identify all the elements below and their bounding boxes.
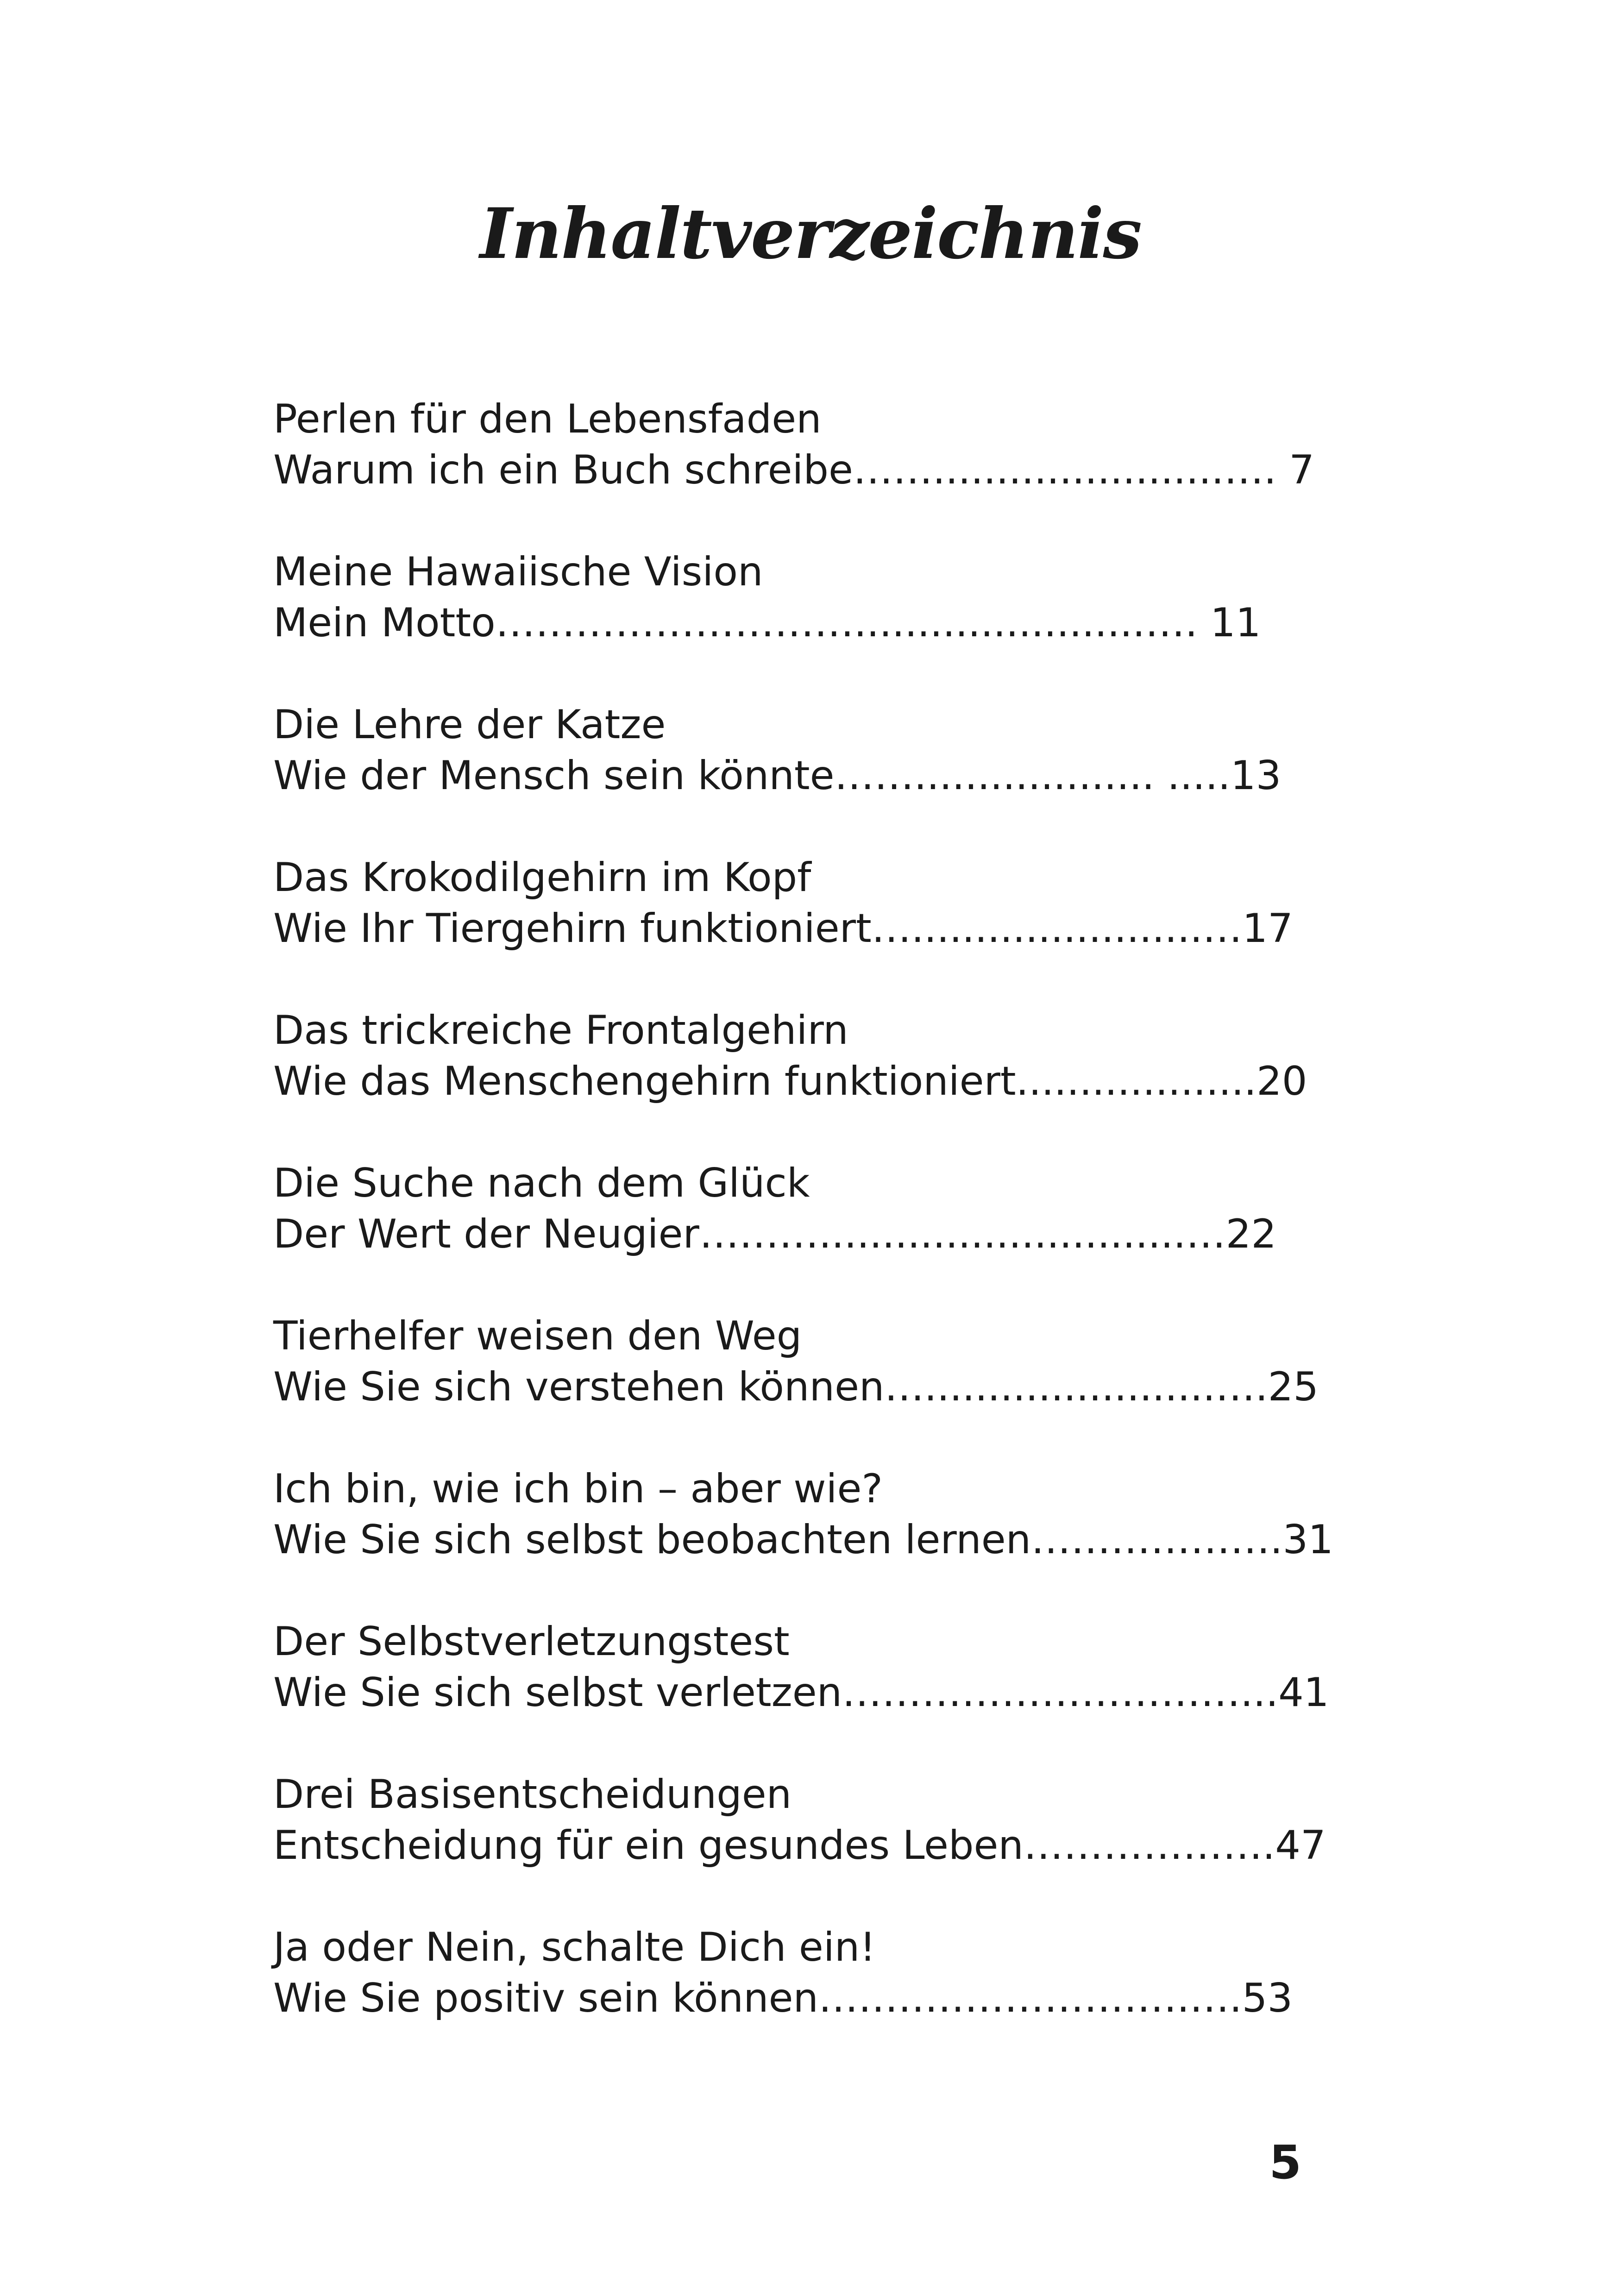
toc-entry-heading: Der Selbstverletzungstest [273, 1618, 790, 1665]
toc-entry [273, 852, 1292, 1005]
toc-entry-subline: Wie Ihr Tiergehirn funktioniert….......................…17 [273, 905, 1293, 952]
toc-entry-subline: Warum ich ein Buch schreibe…….......................…. 7 [273, 447, 1315, 493]
toc-entry-heading: Ich bin, wie ich bin – aber wie? [273, 1466, 883, 1512]
toc-entry [273, 1922, 1292, 2075]
toc-entry-subline: Wie das Menschengehirn funktioniert...................20 [273, 1058, 1307, 1104]
toc-entry-subline: Wie Sie positiv sein können……………………….….53 [273, 1975, 1293, 2021]
toc-entry [273, 1311, 1319, 1463]
toc-entry-subline: Der Wert der Neugier……….............................…22 [273, 1211, 1277, 1257]
toc-entry [273, 1616, 1329, 1769]
toc-entry-heading: Das trickreiche Frontalgehirn [273, 1007, 848, 1054]
toc-entry [273, 1463, 1333, 1616]
page-title: Inhaltverzeichnis [480, 193, 1141, 275]
toc-entry-subline: Wie Sie sich selbst beobachten lernen……………….31 [273, 1517, 1333, 1563]
toc-entry [273, 1005, 1307, 1158]
table-of-contents [273, 394, 1333, 2075]
toc-entry-subline: Wie der Mensch sein könnte……................... .....13 [273, 753, 1282, 799]
toc-entry-subline: Wie Sie sich selbst verletzen…………………………...41 [273, 1669, 1329, 1716]
toc-entry-subline: Wie Sie sich verstehen können….......................….25 [273, 1364, 1319, 1410]
toc-entry-heading: Drei Basisentscheidungen [273, 1771, 792, 1818]
toc-entry [273, 546, 1292, 699]
toc-entry [273, 699, 1292, 852]
toc-entry-heading: Meine Hawaiische Vision [273, 549, 763, 595]
page-number: 5 [1269, 2135, 1301, 2189]
toc-entry [273, 394, 1315, 546]
toc-entry-heading: Die Lehre der Katze [273, 702, 666, 748]
toc-entry [273, 1158, 1292, 1311]
toc-entry-heading: Ja oder Nein, schalte Dich ein! [273, 1924, 876, 1970]
toc-entry-heading: Die Suche nach dem Glück [273, 1160, 810, 1206]
toc-entry [273, 1769, 1326, 1922]
toc-entry-subline: Mein Motto……………………….......................…. 11 [273, 600, 1261, 646]
toc-entry-heading: Tierhelfer weisen den Weg [273, 1313, 802, 1359]
toc-entry-subline: Entscheidung für ein gesundes Leben……………….47 [273, 1822, 1326, 1869]
toc-entry-heading: Das Krokodilgehirn im Kopf [273, 854, 811, 901]
toc-entry-heading: Perlen für den Lebensfaden [273, 396, 822, 442]
